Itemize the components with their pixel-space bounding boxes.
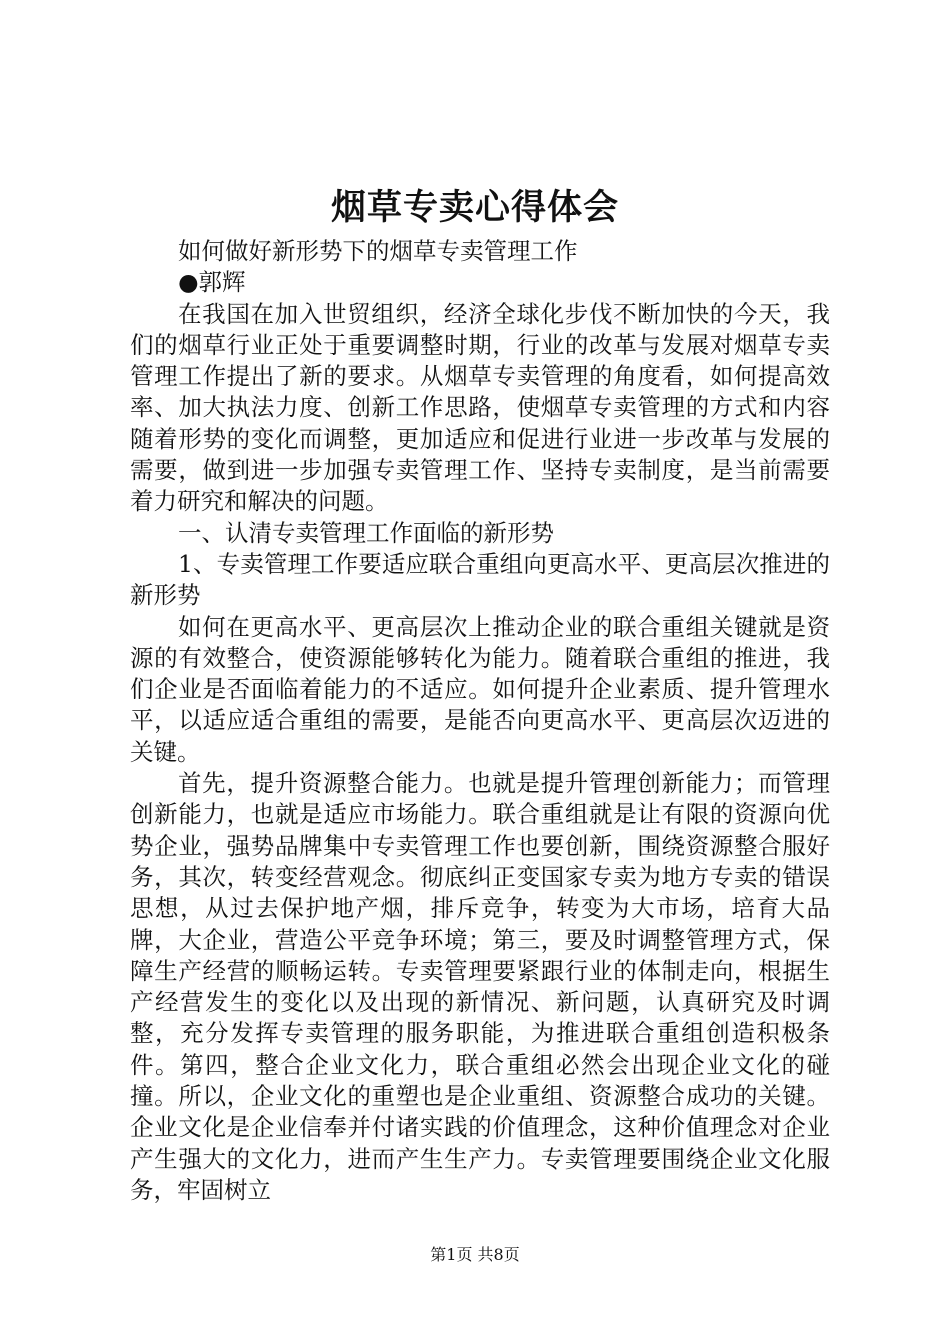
author-paragraph: ●郭辉 [178, 268, 246, 297]
section-heading: 一、认清专卖管理工作面临的新形势 [178, 518, 554, 547]
intro-paragraph: 在我国在加入世贸组织，经济全球化步伐不断加快的今天，我们的烟草行业正处于重要调整时期，行业的改革与发展对烟草专卖管理工作提出了新的要求。从烟草专卖管理的角度看，如何提高效率、加大执法力度、创新工作思路，使烟草专卖管理的方式和内容随着形势的变化而调整，更加适应和促进行业进一步改革与发展的需要，做到进一步加强专卖管理工作、坚持专卖制度，是当前需要着力研究和解决的问题。 [130, 299, 830, 516]
body-paragraph: 首先，提升资源整合能力。也就是提升管理创新能力；而管理创新能力，也就是适应市场能力。联合重组就是让有限的资源向优势企业，强势品牌集中专卖管理工作也要创新，围绕资源整合服好务，其次，转变经营观念。彻底纠正变国家专卖为地方专卖的错误思想，从过去保护地产烟，排斥竞争，转变为大市场，培育大品牌，大企业，营造公平竞争环境；第三，要及时调整管理方式，保障生产经营的顺畅运转。专卖管理要紧跟行业的体制走向，根据生产经营发生的变化以及出现的新情况、新问题，认真研究及时调整，充分发挥专卖管理的服务职能，为推进联合重组创造积极条件。第四，整合企业文化力，联合重组必然会出现企业文化的碰撞。所以，企业文化的重塑也是企业重组、资源整合成功的关键。企业文化是企业信奉并付诸实践的价值理念，这种价值理念对企业产生强大的文化力，进而产生生产力。专卖管理要围绕企业文化服务，牢固树立 [130, 769, 830, 1204]
page-footer: 第1页 共8页 [430, 1245, 520, 1264]
document-body [130, 236, 830, 1206]
body-paragraph: 如何在更高水平、更高层次上推动企业的联合重组关键就是资源的有效整合，使资源能够转化为能力。随着联合重组的推进，我们企业是否面临着能力的不适应。如何提升企业素质、提升管理水平，以适应适合重组的需要，是能否向更高水平、更高层次迈进的关键。 [130, 612, 830, 766]
document-title: 烟草专卖心得体会 [330, 187, 619, 228]
subsection-heading: 1、专卖管理工作要适应联合重组向更高水平、更高层次推进的新形势 [130, 549, 830, 610]
subtitle-paragraph: 如何做好新形势下的烟草专卖管理工作 [178, 237, 578, 265]
